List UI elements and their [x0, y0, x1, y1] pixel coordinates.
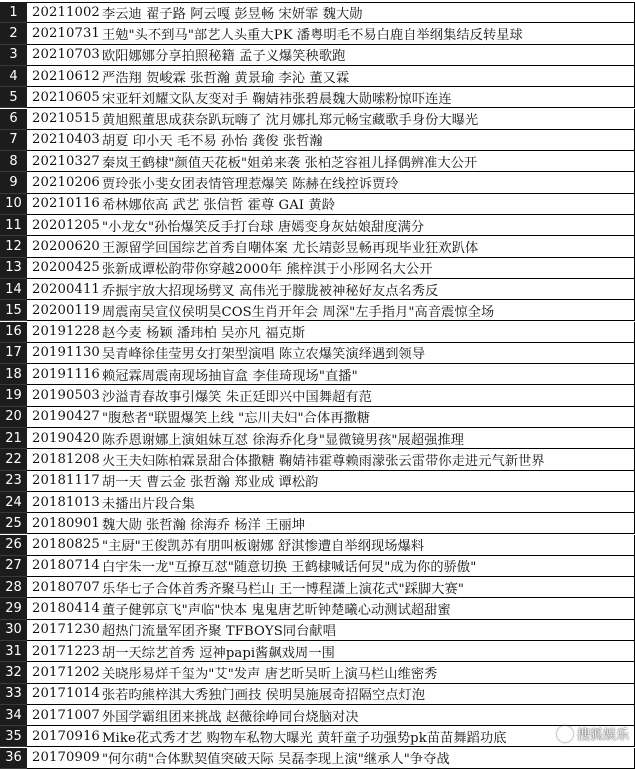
episode-title: 张新成谭松韵带你穿越2000年 熊梓淇于小彤网名大公开 — [101, 262, 433, 278]
table-row — [0, 300, 635, 321]
episode-date: 20191228 — [32, 324, 100, 340]
row-number: 32 — [0, 662, 27, 683]
episode-title: 希林娜依高 武艺 张信哲 霍尊 GAI 黄龄 — [101, 198, 335, 214]
episode-date: 20180901 — [32, 515, 100, 531]
episode-title: 外国学霸组团来挑战 赵薇徐峥同台烧脑对决 — [101, 709, 359, 725]
row-number: 17 — [0, 343, 27, 364]
episode-date: 20180707 — [32, 579, 100, 595]
table-row — [0, 492, 635, 513]
table-row — [0, 471, 635, 492]
episode-date: 20210327 — [32, 153, 100, 169]
episode-date: 20210206 — [32, 175, 100, 191]
row-number: 18 — [0, 364, 27, 385]
episode-date: 20181117 — [32, 473, 100, 489]
row-cell — [27, 364, 635, 385]
row-number: 36 — [0, 748, 27, 769]
row-cell — [27, 556, 635, 577]
episode-title: Mike花式秀才艺 购物车私物大曝光 黄轩童子功强势pk苗苗舞蹈功底 — [101, 730, 507, 746]
episode-title: 王勉"头不到马"部艺人头重大PK 潘粤明毛不易白鹿自举纲集结反转星球 — [101, 27, 523, 43]
row-cell — [27, 684, 635, 705]
row-number: 16 — [0, 322, 27, 343]
episode-date: 20200620 — [32, 238, 100, 254]
episode-title: "腹愁者"联盟爆笑上线 "忘川夫妇"合体再撒糖 — [101, 411, 371, 427]
episode-date: 20180414 — [32, 601, 100, 617]
table-row — [0, 513, 635, 534]
row-number: 24 — [0, 492, 27, 513]
row-cell — [27, 300, 635, 321]
table-row — [0, 748, 635, 769]
watermark — [557, 724, 629, 743]
row-number: 20 — [0, 407, 27, 428]
episode-title: 胡夏 印小天 毛不易 孙怡 龚俊 张哲瀚 — [101, 134, 323, 150]
table-row — [0, 662, 635, 683]
episode-date: 20210731 — [32, 25, 100, 41]
episode-title: 宋亚轩刘耀文队友变对手 鞠婧祎张碧晨魏大勋嗦粉惊吓连连 — [101, 91, 452, 107]
table-row — [0, 45, 635, 66]
row-cell — [27, 194, 635, 215]
row-number: 23 — [0, 471, 27, 492]
episode-title: 乐华七子合体首秀齐聚马栏山 王一博程潇上演花式"踩脚大赛" — [101, 581, 465, 597]
episode-title: 白宇朱一龙"互撩互怼"随意切换 王鹤棣喊话何炅"成为你的骄傲" — [101, 560, 477, 576]
table-row — [0, 449, 635, 470]
table-row — [0, 194, 635, 215]
episode-date: 20170916 — [32, 728, 100, 744]
table-row — [0, 109, 635, 130]
table-row — [0, 172, 635, 193]
episode-title: 欧阳娜娜分享拍照秘籍 孟子义爆笑秧歌跑 — [101, 49, 346, 65]
row-cell — [27, 513, 635, 534]
row-number: 30 — [0, 620, 27, 641]
row-cell — [27, 641, 635, 662]
row-cell — [27, 471, 635, 492]
watermark-label: 搜狐娱乐 — [576, 728, 629, 743]
episode-title: "何尔萌"合体默契值突破天际 吴磊李现上演"继承人"争夺战 — [101, 752, 450, 768]
episode-date: 20171014 — [32, 686, 100, 702]
episode-title: 火王夫妇陈柏霖景甜合体撒糖 鞠婧祎霍尊赖雨濛张云雷带你走进元气新世界 — [101, 453, 545, 469]
episode-title: 胡一天 曹云金 张哲瀚 郑业成 谭松韵 — [101, 475, 319, 491]
row-number: 29 — [0, 598, 27, 619]
episode-title: 赖冠霖周震南现场抽盲盒 李佳琦现场"直播" — [101, 368, 358, 384]
table-row — [0, 726, 635, 747]
row-number: 7 — [0, 130, 27, 151]
episode-date: 20210612 — [32, 68, 100, 84]
episode-title: 乔振宇放大招现场劈叉 高伟光于朦胧被神秘好友点名秀反 — [101, 283, 439, 299]
episode-title: 关晓彤易烊千玺为"艾"发声 唐艺昕吴昕上演马栏山维密秀 — [101, 666, 438, 682]
episode-date: 20210116 — [32, 196, 100, 212]
row-number: 28 — [0, 577, 27, 598]
episode-date: 20171202 — [32, 664, 100, 680]
table-row — [0, 23, 635, 44]
row-number: 26 — [0, 535, 27, 556]
row-cell — [27, 215, 635, 236]
row-cell — [27, 151, 635, 172]
row-cell — [27, 620, 635, 641]
episode-title: 魏大勋 张哲瀚 徐海乔 杨洋 王丽坤 — [101, 517, 306, 533]
row-number: 33 — [0, 684, 27, 705]
row-cell — [27, 577, 635, 598]
episode-date: 20191130 — [32, 345, 100, 361]
row-cell — [27, 172, 635, 193]
row-cell — [27, 23, 635, 44]
row-number: 31 — [0, 641, 27, 662]
episode-title: 王源留学回国综艺首秀自嘲体案 尤长靖彭昱畅再现毕业狂欢趴体 — [101, 240, 479, 256]
episode-date: 20181013 — [32, 494, 100, 510]
episode-title: 陈乔恩谢娜上演姐妹互怼 徐海乔化身"显微镜男孩"展超强推理 — [101, 432, 465, 448]
table-row — [0, 215, 635, 236]
episode-title: 严浩翔 贺峻霖 张哲瀚 黄景瑜 李沁 董又霖 — [101, 70, 350, 86]
episode-title: 超热门流量军团齐聚 TFBOYS同台献唱 — [101, 624, 336, 640]
table-row — [0, 641, 635, 662]
episode-title: 未播出片段合集 — [101, 496, 195, 512]
row-cell — [27, 2, 635, 23]
episode-title: 赵今麦 杨颖 潘玮柏 吴亦凡 福克斯 — [101, 326, 306, 342]
episode-date: 20200119 — [32, 302, 100, 318]
row-number: 3 — [0, 45, 27, 66]
episode-title: "小龙女"孙怡爆笑反手打台球 唐嫣变身灰姑娘甜度满分 — [101, 219, 425, 235]
table-row — [0, 428, 635, 449]
table-row — [0, 87, 635, 108]
table-row — [0, 577, 635, 598]
row-cell — [27, 343, 635, 364]
row-cell — [27, 535, 635, 556]
episode-title: "主厨"王俊凯苏有朋叫板谢娜 舒淇惨遭自举纲现场爆料 — [101, 539, 425, 555]
episode-title: 张若昀熊梓淇大秀独门画技 侯明昊施展奇招隔空点灯泡 — [101, 688, 426, 704]
row-cell — [27, 322, 635, 343]
row-number: 11 — [0, 215, 27, 236]
episode-date: 20210515 — [32, 111, 100, 127]
episode-date: 20180714 — [32, 558, 100, 574]
table-row — [0, 535, 635, 556]
episode-date: 20200411 — [32, 281, 100, 297]
episode-title: 黄旭熙董思成获奈趴玩嗨了 沈月娜扎郑元畅宝藏歌手身份大曝光 — [101, 113, 479, 129]
row-number: 12 — [0, 236, 27, 257]
table-row — [0, 620, 635, 641]
table-row — [0, 684, 635, 705]
row-cell — [27, 385, 635, 406]
row-cell — [27, 449, 635, 470]
table-row — [0, 322, 635, 343]
episode-title: 周震南吴宣仪侯明昊COS生肖开年会 周深"左手指月"高音震惊全场 — [101, 304, 495, 320]
table-row — [0, 364, 635, 385]
row-number: 2 — [0, 23, 27, 44]
table-row — [0, 598, 635, 619]
row-number: 22 — [0, 449, 27, 470]
episode-date: 20171223 — [32, 643, 100, 659]
episode-date: 20190420 — [32, 430, 100, 446]
row-cell — [27, 130, 635, 151]
episode-date: 20200425 — [32, 260, 100, 276]
table-row — [0, 2, 635, 23]
episode-title: 董子健郭京飞"声临"快本 鬼鬼唐艺昕钟楚曦心动测试超甜蜜 — [101, 603, 451, 619]
table-row — [0, 236, 635, 257]
row-cell — [27, 109, 635, 130]
row-cell — [27, 66, 635, 87]
episode-date: 20180825 — [32, 537, 100, 553]
row-cell — [27, 748, 635, 769]
row-number: 35 — [0, 726, 27, 747]
episode-title: 贾玲张小斐女团表情管理惹爆笑 陈赫在线控诉贾玲 — [101, 177, 399, 193]
episode-title: 吴青峰徐佳莹男女打架型演唱 陈立农爆笑演绎遇到领导 — [101, 347, 426, 363]
row-cell — [27, 662, 635, 683]
row-number: 4 — [0, 66, 27, 87]
row-cell — [27, 705, 635, 726]
row-number: 19 — [0, 385, 27, 406]
row-cell — [27, 258, 635, 279]
table-row — [0, 385, 635, 406]
table-row — [0, 407, 635, 428]
row-cell — [27, 407, 635, 428]
row-number: 14 — [0, 279, 27, 300]
row-number: 1 — [0, 2, 27, 23]
table-row — [0, 130, 635, 151]
row-cell — [27, 87, 635, 108]
row-cell — [27, 45, 635, 66]
table-row — [0, 279, 635, 300]
row-number: 10 — [0, 194, 27, 215]
episode-date: 20170909 — [32, 750, 100, 766]
row-number: 13 — [0, 258, 27, 279]
table-row — [0, 343, 635, 364]
table-row — [0, 66, 635, 87]
table-row — [0, 151, 635, 172]
episode-date: 20190503 — [32, 388, 100, 404]
episode-title: 沙溢青春故事引爆笑 朱正廷即兴中国舞超有范 — [101, 390, 372, 406]
row-cell — [27, 726, 635, 747]
episode-date: 20210403 — [32, 132, 100, 148]
episode-date: 20210605 — [32, 89, 100, 105]
row-number: 5 — [0, 87, 27, 108]
table-row — [0, 705, 635, 726]
row-number: 15 — [0, 300, 27, 321]
episode-date: 20181208 — [32, 451, 100, 467]
table-row — [0, 556, 635, 577]
episode-date: 20211002 — [32, 5, 100, 21]
episode-date: 20210703 — [32, 47, 100, 63]
row-number: 25 — [0, 513, 27, 534]
row-cell — [27, 236, 635, 257]
row-number: 34 — [0, 705, 27, 726]
episode-date: 20171007 — [32, 707, 100, 723]
episode-title: 李云迪 翟子路 阿云嘎 彭昱畅 宋妍霏 魏大勋 — [101, 7, 363, 23]
row-number: 21 — [0, 428, 27, 449]
row-cell — [27, 492, 635, 513]
row-cell — [27, 279, 635, 300]
episode-title: 胡一天综艺首秀 逗神papi酱飙戏周一围 — [101, 645, 335, 661]
row-number: 6 — [0, 109, 27, 130]
episode-date: 20190427 — [32, 409, 100, 425]
row-cell — [27, 428, 635, 449]
row-number: 9 — [0, 172, 27, 193]
episode-title: 秦岚王鹤棣"颜值天花板"姐弟来袭 张柏芝容祖儿择偶辨准大公开 — [101, 155, 478, 171]
episode-date: 20191116 — [32, 366, 100, 382]
episode-date: 20171230 — [32, 622, 100, 638]
row-number: 27 — [0, 556, 27, 577]
table-row — [0, 258, 635, 279]
row-number: 8 — [0, 151, 27, 172]
row-cell — [27, 598, 635, 619]
episode-date: 20201205 — [32, 217, 100, 233]
sohu-logo-icon — [557, 726, 573, 742]
